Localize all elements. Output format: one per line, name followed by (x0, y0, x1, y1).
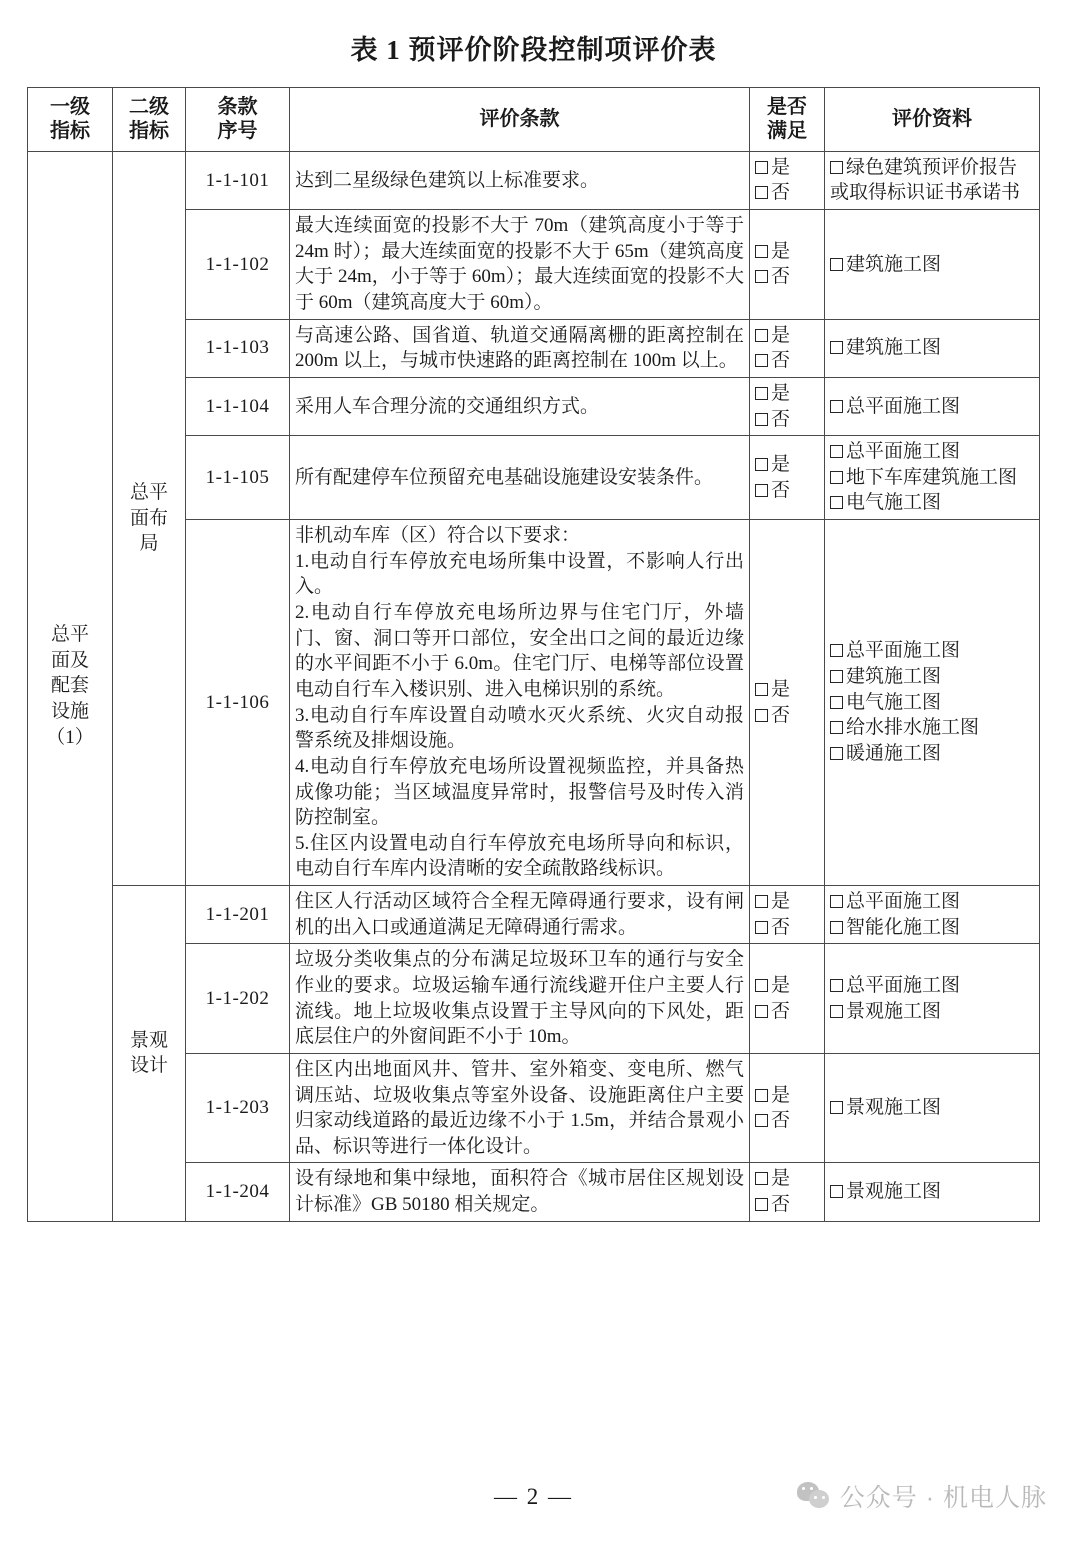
docs-cell (825, 520, 1040, 886)
checkbox-yes[interactable] (755, 155, 819, 181)
column-header-meet-line1: 是否 (767, 96, 807, 118)
checkbox-icon[interactable] (830, 496, 843, 509)
checkbox-no[interactable] (755, 1108, 819, 1134)
checkbox-icon[interactable] (830, 471, 843, 484)
level1-indicator-line: （1） (46, 726, 94, 748)
column-header-clause-no-line1: 条款 (217, 96, 258, 118)
doc-checkbox-item[interactable] (830, 973, 1034, 999)
clause-text (290, 1163, 750, 1221)
docs-cell (825, 1163, 1040, 1221)
clause-text (290, 319, 750, 377)
checkbox-yes-label: 是 (771, 975, 791, 996)
doc-label: 电气施工图 (846, 492, 942, 514)
checkbox-icon[interactable] (830, 400, 843, 413)
table-row (28, 151, 1040, 209)
checkbox-icon[interactable] (830, 895, 843, 908)
checkbox-icon[interactable] (830, 747, 843, 760)
column-header-level1-line2: 指标 (50, 120, 90, 143)
checkbox-no-label: 否 (771, 266, 791, 288)
checkbox-icon[interactable] (755, 245, 768, 258)
level2-indicator-line: 景观 (129, 1029, 168, 1051)
level1-indicator-line: 总平 (50, 624, 89, 646)
checkbox-no[interactable] (755, 478, 819, 504)
clause-number: 1-1-102 (186, 210, 290, 320)
checkbox-yes[interactable] (755, 1166, 819, 1192)
wechat-icon (797, 1482, 831, 1510)
checkbox-icon[interactable] (755, 1198, 768, 1211)
level2-indicator-cell (113, 886, 186, 1222)
level2-indicator-cell (113, 151, 186, 885)
column-header-level2-line1: 二级 (129, 96, 169, 118)
checkbox-icon[interactable] (755, 1089, 768, 1102)
checkbox-icon[interactable] (830, 1185, 843, 1198)
checkbox-no-label: 否 (771, 479, 791, 501)
checkbox-icon[interactable] (755, 1114, 768, 1127)
clause-paragraph: 3.电动自行车库设置自动喷水灭火系统、火灾自动报警系统及排烟设施。 (295, 704, 744, 752)
level2-indicator-line: 设计 (129, 1055, 168, 1077)
clause-text (290, 377, 750, 435)
clause-paragraph: 住区内出地面风井、管井、室外箱变、变电所、燃气调压站、垃圾收集点等室外设备、设施距离住户主要归家动线道路的最近边缘不小于 1.5m，并结合景观小品、标识等进行一体化设计。 (295, 1058, 744, 1157)
checkbox-icon[interactable] (755, 1005, 768, 1018)
doc-checkbox-item[interactable] (830, 999, 1034, 1025)
checkbox-no[interactable] (755, 1192, 819, 1218)
doc-checkbox-item[interactable] (830, 335, 1034, 361)
doc-label: 电气施工图 (846, 691, 942, 713)
column-header-level2 (113, 88, 186, 152)
clause-paragraph: 达到二星级绿色建筑以上标准要求。 (295, 169, 600, 191)
checkbox-yes-label: 是 (771, 1168, 791, 1190)
doc-label: 总平面施工图 (846, 891, 961, 913)
page-footer (0, 1472, 1067, 1532)
clause-paragraph: 住区人行活动区域符合全程无障碍通行要求，设有闸机的出入口或通道满足无障碍通行需求。 (295, 891, 744, 938)
checkbox-no-label: 否 (771, 408, 791, 430)
doc-label: 总平面施工图 (846, 441, 961, 463)
doc-label: 景观施工图 (846, 1097, 942, 1119)
checkbox-yes-label: 是 (771, 454, 791, 475)
checkbox-yes[interactable] (755, 239, 819, 265)
doc-label: 绿色建筑预评价报告或取得标识证书承诺书 (830, 156, 1021, 204)
clause-paragraph: 采用人车合理分流的交通组织方式。 (295, 395, 600, 417)
table-header-row (28, 88, 1040, 152)
checkbox-icon[interactable] (755, 354, 768, 367)
column-header-level1-line1: 一级 (50, 96, 90, 118)
meet-cell (750, 1053, 825, 1163)
clause-paragraph: 最大连续面宽的投影不大于 70m（建筑高度小于等于 24m 时）；最大连续面宽的投影不大于 65m（建筑高度大于 24m，小于等于 60m）；最大连续面宽的投影不大于 60m（建筑高度大于 60m）。 (295, 215, 744, 313)
doc-checkbox-item[interactable] (830, 715, 1034, 741)
meet-cell (750, 886, 825, 944)
docs-cell (825, 319, 1040, 377)
doc-checkbox-item[interactable] (830, 690, 1034, 716)
doc-checkbox-item[interactable] (830, 889, 1034, 915)
doc-label: 总平面施工图 (846, 640, 961, 662)
checkbox-no[interactable] (755, 348, 819, 374)
checkbox-icon[interactable] (755, 413, 768, 426)
clause-number: 1-1-203 (186, 1053, 290, 1163)
meet-cell (750, 319, 825, 377)
clause-number: 1-1-101 (186, 151, 290, 209)
checkbox-no[interactable] (755, 999, 819, 1025)
column-header-clause-no-line2: 序号 (217, 120, 258, 143)
checkbox-icon[interactable] (830, 1101, 843, 1114)
checkbox-icon[interactable] (755, 921, 768, 934)
clause-number: 1-1-103 (186, 319, 290, 377)
meet-cell (750, 210, 825, 320)
checkbox-icon[interactable] (830, 979, 843, 992)
checkbox-icon[interactable] (830, 258, 843, 271)
column-header-clause-no (186, 88, 290, 152)
watermark (797, 1478, 1047, 1514)
doc-checkbox-item[interactable] (830, 490, 1034, 516)
doc-checkbox-item[interactable] (830, 664, 1034, 690)
docs-cell (825, 1053, 1040, 1163)
clause-paragraph: 垃圾分类收集点的分布满足垃圾环卫车的通行与安全作业的要求。垃圾运输车通行流线避开住户主要人行流线。地上垃圾收集点设置于主导风向的下风处，距底层住户的外窗间距不小于 10m。 (295, 949, 744, 1048)
level1-indicator-line: 配套 (50, 675, 89, 697)
checkbox-no-label: 否 (771, 1000, 791, 1022)
checkbox-no[interactable] (755, 407, 819, 433)
checkbox-icon[interactable] (830, 921, 843, 934)
checkbox-yes-label: 是 (771, 891, 791, 913)
level1-indicator-line: 设施 (50, 701, 89, 723)
doc-checkbox-item[interactable] (830, 155, 1034, 206)
clause-text (290, 944, 750, 1054)
checkbox-yes[interactable] (755, 452, 819, 478)
level2-indicator-line: 总平 (129, 481, 168, 503)
clause-number: 1-1-204 (186, 1163, 290, 1221)
doc-label: 景观施工图 (846, 1000, 942, 1022)
docs-cell (825, 436, 1040, 520)
doc-label: 景观施工图 (846, 1181, 942, 1203)
doc-checkbox-item[interactable] (830, 1179, 1034, 1205)
checkbox-icon[interactable] (755, 709, 768, 722)
checkbox-no-label: 否 (771, 182, 791, 204)
clause-text (290, 886, 750, 944)
checkbox-icon[interactable] (755, 484, 768, 497)
column-header-meet-line2: 满足 (767, 120, 807, 143)
meet-cell (750, 377, 825, 435)
column-header-clause: 评价条款 (290, 88, 750, 152)
checkbox-no-label: 否 (771, 704, 791, 726)
checkbox-yes[interactable] (755, 677, 819, 703)
level1-indicator-line: 面及 (50, 649, 89, 671)
evaluation-table (27, 87, 1040, 1222)
clause-number: 1-1-106 (186, 520, 290, 886)
checkbox-icon[interactable] (830, 670, 843, 683)
doc-checkbox-item[interactable] (830, 394, 1034, 420)
checkbox-no[interactable] (755, 915, 819, 941)
page-title: 表 1 预评价阶段控制项评价表 (350, 35, 717, 65)
checkbox-icon[interactable] (830, 1005, 843, 1018)
checkbox-icon[interactable] (755, 270, 768, 283)
level1-indicator-cell (28, 151, 113, 1221)
clause-number: 1-1-201 (186, 886, 290, 944)
meet-cell (750, 944, 825, 1054)
checkbox-yes-label: 是 (771, 156, 791, 178)
doc-checkbox-item[interactable] (830, 1095, 1034, 1121)
checkbox-icon[interactable] (830, 445, 843, 458)
checkbox-icon[interactable] (755, 1172, 768, 1185)
doc-label: 智能化施工图 (846, 916, 961, 938)
checkbox-yes[interactable] (755, 1083, 819, 1109)
clause-text (290, 1053, 750, 1163)
clause-paragraph: 所有配建停车位预留充电基础设施建设安装条件。 (295, 466, 714, 488)
level2-indicator-line: 面布 (129, 507, 168, 529)
clause-number: 1-1-104 (186, 377, 290, 435)
doc-label: 建筑施工图 (846, 253, 942, 275)
table-body (28, 151, 1040, 1221)
doc-label: 地下车库建筑施工图 (846, 466, 1018, 488)
column-header-docs: 评价资料 (825, 88, 1040, 152)
checkbox-icon[interactable] (830, 644, 843, 657)
checkbox-no-label: 否 (771, 1194, 791, 1216)
docs-cell (825, 944, 1040, 1054)
meet-cell (750, 151, 825, 209)
clause-paragraph: 与高速公路、国省道、轨道交通隔离栅的距离控制在 200m 以上，与城市快速路的距离控制在 100m 以上。 (295, 324, 744, 372)
checkbox-no-label: 否 (771, 350, 791, 372)
doc-checkbox-item[interactable] (830, 915, 1034, 941)
clause-paragraph: 2.电动自行车停放充电场所边界与住宅门厅，外墙门、窗、洞口等开口部位，安全出口之间的最近边缘的水平间距不小于 6.0m。住宅门厅、电梯等部位设置电动自行车入楼识别、进入电梯识别的系统。 (295, 602, 744, 700)
checkbox-yes[interactable] (755, 973, 819, 999)
level2-indicator-line: 局 (139, 533, 159, 555)
checkbox-no-label: 否 (771, 916, 791, 938)
doc-checkbox-item[interactable] (830, 439, 1034, 465)
clause-paragraph: 1.电动自行车停放充电场所集中设置，不影响人行出入。 (295, 550, 744, 598)
clause-text (290, 520, 750, 886)
doc-label: 给水排水施工图 (846, 717, 980, 739)
meet-cell (750, 1163, 825, 1221)
checkbox-icon[interactable] (755, 387, 768, 400)
checkbox-yes-label: 是 (771, 382, 791, 404)
checkbox-yes-label: 是 (771, 678, 791, 700)
doc-label: 建筑施工图 (846, 666, 942, 688)
page-number: — 2 — (494, 1484, 573, 1509)
checkbox-icon[interactable] (755, 458, 768, 471)
table-row (28, 886, 1040, 944)
checkbox-icon[interactable] (755, 329, 768, 342)
watermark-label: 公众号 · 机电人脉 (839, 1484, 1047, 1512)
clause-paragraph: 非机动车库（区）符合以下要求： (295, 525, 581, 547)
checkbox-yes[interactable] (755, 889, 819, 915)
column-header-level1 (28, 88, 113, 152)
checkbox-icon[interactable] (830, 696, 843, 709)
checkbox-yes-label: 是 (771, 1084, 791, 1106)
doc-checkbox-item[interactable] (830, 638, 1034, 664)
clause-text (290, 151, 750, 209)
column-header-level2-line2: 指标 (129, 120, 169, 143)
checkbox-icon[interactable] (755, 895, 768, 908)
checkbox-no[interactable] (755, 180, 819, 206)
checkbox-icon[interactable] (830, 161, 843, 174)
docs-cell (825, 151, 1040, 209)
clause-paragraph: 5.住区内设置电动自行车停放充电场所导向和标识，电动自行车库内设清晰的安全疏散路线标识。 (295, 832, 744, 880)
doc-checkbox-item[interactable] (830, 252, 1034, 278)
checkbox-icon[interactable] (755, 186, 768, 199)
checkbox-yes[interactable] (755, 381, 819, 407)
clause-number: 1-1-105 (186, 436, 290, 520)
checkbox-yes[interactable] (755, 323, 819, 349)
docs-cell (825, 377, 1040, 435)
clause-number: 1-1-202 (186, 944, 290, 1054)
checkbox-icon[interactable] (830, 341, 843, 354)
checkbox-icon[interactable] (830, 721, 843, 734)
column-header-meet (750, 88, 825, 152)
doc-label: 总平面施工图 (846, 395, 961, 417)
doc-checkbox-item[interactable] (830, 741, 1034, 767)
doc-label: 总平面施工图 (846, 975, 961, 996)
meet-cell (750, 520, 825, 886)
docs-cell (825, 886, 1040, 944)
doc-label: 暖通施工图 (846, 743, 942, 765)
checkbox-yes-label: 是 (771, 240, 791, 262)
checkbox-icon[interactable] (755, 979, 768, 992)
checkbox-yes-label: 是 (771, 324, 791, 346)
meet-cell (750, 436, 825, 520)
checkbox-no-label: 否 (771, 1110, 791, 1132)
checkbox-icon[interactable] (755, 161, 768, 174)
clause-paragraph: 设有绿地和集中绿地，面积符合《城市居住区规划设计标准》GB 50180 相关规定。 (295, 1168, 744, 1216)
doc-checkbox-item[interactable] (830, 465, 1034, 491)
docs-cell (825, 210, 1040, 320)
clause-paragraph: 4.电动自行车停放充电场所设置视频监控，并具备热成像功能；当区域温度异常时，报警信号及时传入消防控制室。 (295, 755, 744, 829)
clause-text (290, 210, 750, 320)
checkbox-no[interactable] (755, 264, 819, 290)
doc-label: 建筑施工图 (846, 337, 942, 359)
checkbox-no[interactable] (755, 703, 819, 729)
checkbox-icon[interactable] (755, 683, 768, 696)
clause-text (290, 436, 750, 520)
